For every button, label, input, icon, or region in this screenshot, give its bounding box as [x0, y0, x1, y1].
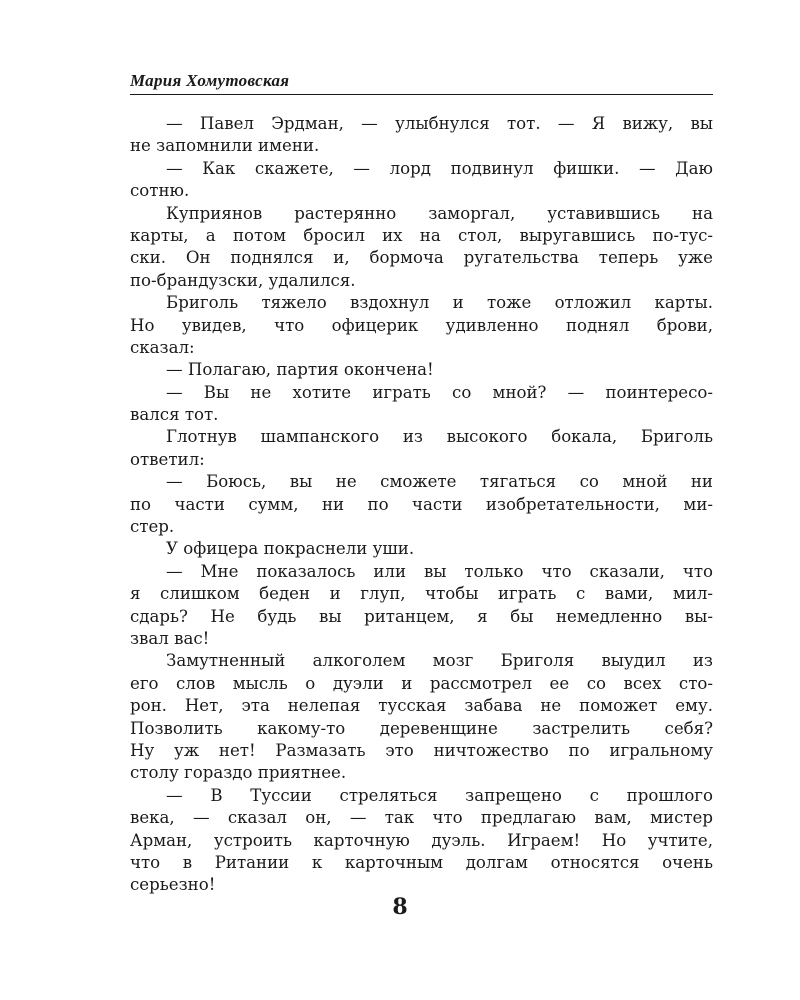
text-line: сказал:: [130, 337, 195, 357]
text-line: сотню.: [130, 181, 190, 201]
text-line: Ну уж нет! Размазать это ничтожество по игральному: [130, 740, 713, 760]
text-line: стер.: [130, 517, 175, 537]
text-line: — Боюсь, вы не сможете тягаться со мной ни: [166, 472, 713, 492]
running-header-author: Мария Хомутовская: [130, 71, 290, 90]
text-line: вался тот.: [130, 405, 219, 425]
text-line: — Как скажете, — лорд подвинул фишки. — Даю: [166, 158, 713, 178]
text-line: по-брандузски, удалился.: [130, 270, 356, 290]
text-line: Глотнув шампанского из высокого бокала, Бриголь: [166, 427, 713, 447]
text-line: ски. Он поднялся и, бормоча ругательства теперь уже: [130, 248, 713, 268]
text-line: — Павел Эрдман, — улыбнулся тот. — Я вижу, вы: [166, 114, 713, 133]
header-rule: [130, 94, 713, 95]
text-line: что в Ритании к карточным долгам относятся очень: [130, 852, 713, 872]
text-line: не запомнили имени.: [130, 136, 320, 156]
page-body-text: [130, 113, 713, 897]
text-line: Куприянов растерянно заморгал, уставившись на: [166, 203, 713, 223]
text-line: звал вас!: [130, 628, 210, 648]
text-line: я слишком беден и глуп, чтобы играть с вами, мил-: [130, 584, 713, 604]
text-line: Бриголь тяжело вздохнул и тоже отложил карты.: [166, 293, 713, 313]
text-line: — Вы не хотите играть со мной? — поинтересо-: [166, 382, 713, 402]
text-line: Но увидев, что офицерик удивленно поднял брови,: [130, 315, 713, 335]
text-line: карты, а потом бросил их на стол, выругавшись по-тус-: [130, 225, 713, 245]
text-line: ответил:: [130, 449, 205, 469]
text-line: Арман, устроить карточную дуэль. Играем! Но учтите,: [130, 830, 713, 850]
text-line: сдарь? Не будь вы ританцем, я бы немедленно вы-: [130, 606, 713, 626]
text-line: — В Туссии стреляться запрещено с прошлого: [166, 785, 713, 805]
text-line: У офицера покраснели уши.: [166, 539, 415, 559]
text-line: по части сумм, ни по части изобретательности, ми-: [130, 494, 713, 514]
text-line: — Полагаю, партия окончена!: [166, 360, 434, 380]
text-line: рон. Нет, эта нелепая тусская забава не поможет ему.: [130, 696, 713, 716]
text-line: столу гораздо приятнее.: [130, 763, 347, 783]
text-line: его слов мысль о дуэли и рассмотрел ее со всех сто-: [130, 673, 713, 693]
text-line: серьезно!: [130, 875, 216, 895]
page-number: 8: [392, 894, 408, 920]
text-line: — Мне показалось или вы только что сказали, что: [166, 561, 713, 581]
text-line: Позволить какому-то деревенщине застрелить себя?: [130, 718, 713, 738]
text-line: века, — сказал он, — так что предлагаю вам, мистер: [130, 808, 713, 828]
text-line: Замутненный алкоголем мозг Бриголя выудил из: [166, 651, 713, 671]
